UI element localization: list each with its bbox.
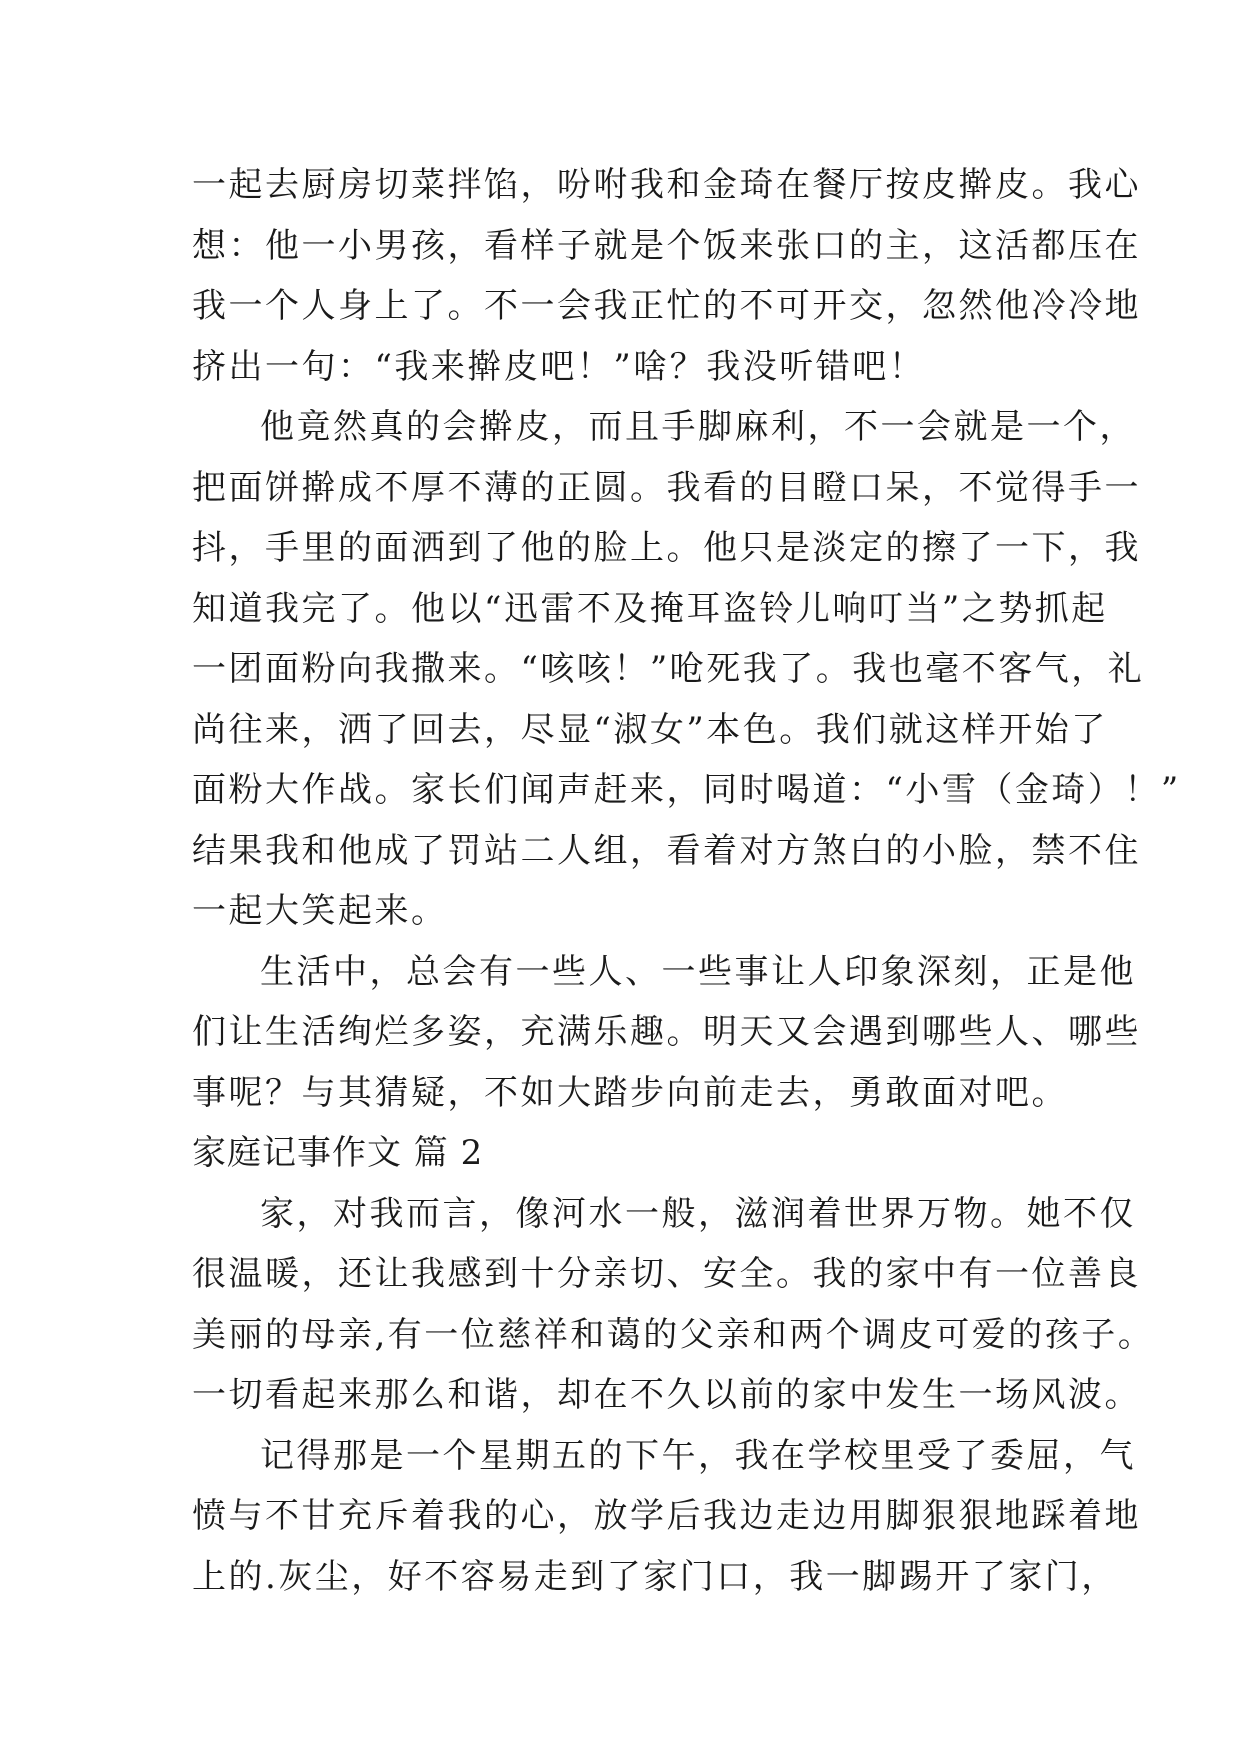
- paragraph-start-line: 记得那是一个星期五的下午，我在学校里受了委屈，气: [260, 1435, 1136, 1476]
- text-line: 把面饼擀成不厚不薄的正圆。我看的目瞪口呆，不觉得手一: [192, 467, 1141, 508]
- paragraph-start-line: 他竟然真的会擀皮，而且手脚麻利，不一会就是一个，: [260, 407, 1136, 447]
- text-line: 想：他一小男孩，看样子就是个饭来张口的主，这活都压在: [192, 225, 1141, 266]
- paragraph-start-line: 家，对我而言，像河水一般，滋润着世界万物。她不仅: [260, 1193, 1136, 1234]
- text-line: 尚往来，洒了回去，尽显“淑女”本色。我们就这样开始了: [192, 709, 1108, 750]
- text-line: 面粉大作战。家长们闻声赶来，同时喝道：“小雪（金琦）！”: [192, 770, 1181, 810]
- text-line: 上的.灰尘，好不容易走到了家门口，我一脚踢开了家门，: [192, 1556, 1118, 1597]
- paragraph-start-line: 生活中，总会有一些人、一些事让人印象深刻，正是他: [260, 951, 1136, 992]
- text-line: 挤出一句：“我来擀皮吧！”啥？我没听错吧！: [192, 346, 926, 387]
- text-line: 一团面粉向我撒来。“咳咳！”呛死我了。我也毫不客气，礼: [192, 649, 1145, 689]
- text-line: 一起大笑起来。: [192, 891, 448, 931]
- text-line: 美丽的母亲,有一位慈祥和蔼的父亲和两个调皮可爱的孩子。: [192, 1314, 1155, 1355]
- text-line: 一切看起来那么和谐，却在不久以前的家中发生一场风波。: [192, 1375, 1141, 1415]
- text-line: 我一个人身上了。不一会我正忙的不可开交，忽然他冷冷地: [192, 286, 1141, 326]
- section-heading: 家庭记事作文 篇 2: [192, 1133, 484, 1173]
- text-line: 结果我和他成了罚站二人组，看着对方煞白的小脸，禁不住: [192, 830, 1141, 871]
- text-line: 一起去厨房切菜拌馅，吩咐我和金琦在餐厅按皮擀皮。我心: [192, 165, 1141, 205]
- text-line: 事呢？与其猜疑，不如大踏步向前走去，勇敢面对吧。: [192, 1072, 1068, 1113]
- document-body: [192, 155, 1181, 1607]
- text-line: 知道我完了。他以“迅雷不及掩耳盗铃儿响叮当”之势抓起: [192, 588, 1108, 629]
- text-line: 很温暖，还让我感到十分亲切、安全。我的家中有一位善良: [192, 1254, 1141, 1294]
- text-line: 愤与不甘充斥着我的心，放学后我边走边用脚狠狠地踩着地: [192, 1496, 1141, 1536]
- text-line: 抖，手里的面洒到了他的脸上。他只是淡定的擦了一下，我: [192, 528, 1141, 568]
- text-line: 们让生活绚烂多姿，充满乐趣。明天又会遇到哪些人、哪些: [192, 1012, 1141, 1052]
